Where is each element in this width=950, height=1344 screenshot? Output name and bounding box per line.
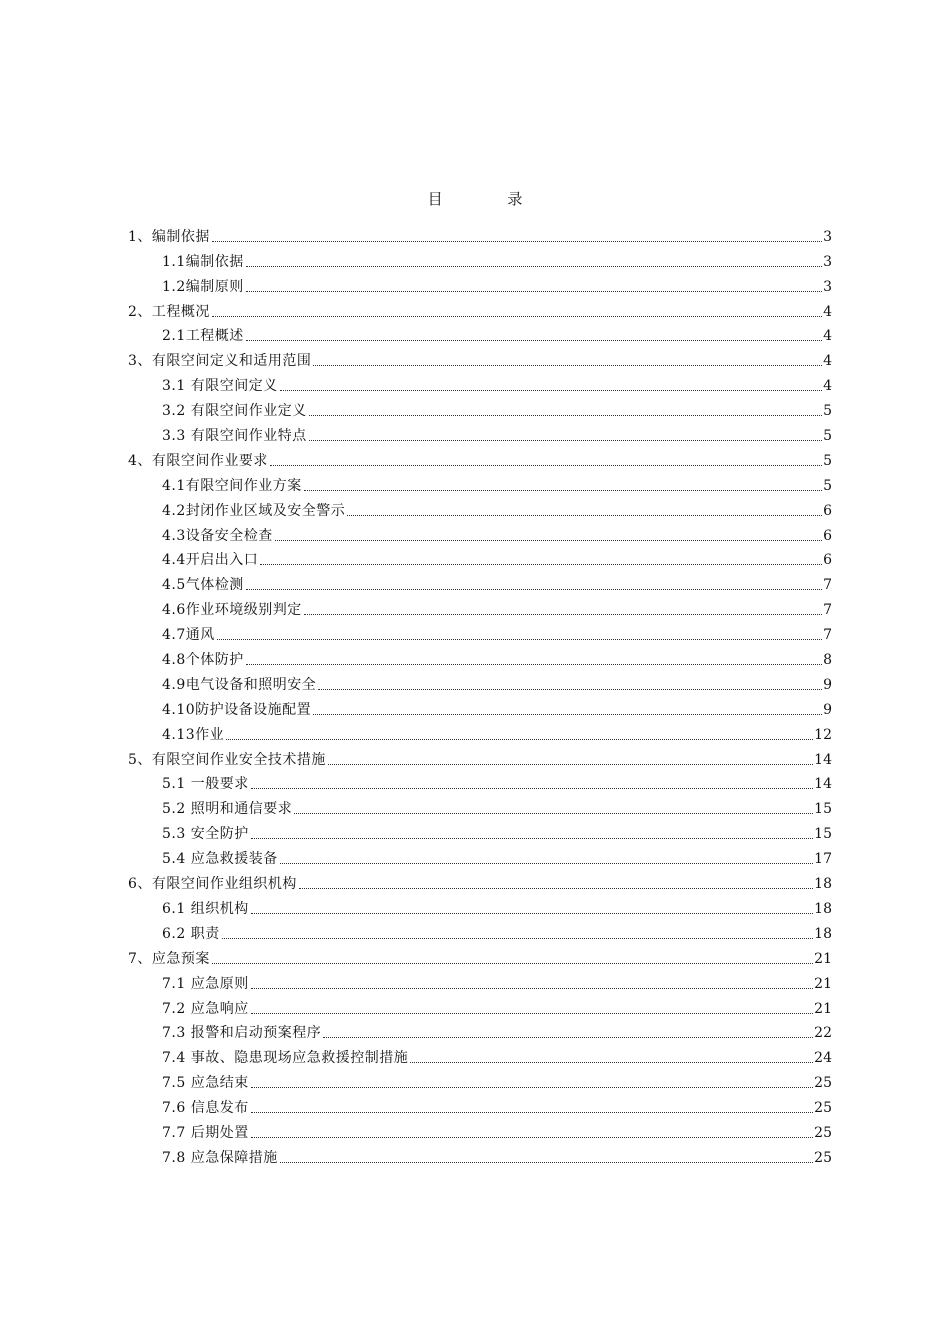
toc-entry-text: 5.1 一般要求 xyxy=(162,776,249,793)
toc-entry[interactable] xyxy=(128,893,832,918)
dot-leader xyxy=(226,738,813,740)
toc-page-number: 15 xyxy=(814,801,832,818)
dot-leader xyxy=(280,862,813,864)
dot-leader xyxy=(246,339,822,341)
dot-leader xyxy=(246,265,822,267)
toc-entry[interactable] xyxy=(128,694,832,719)
toc-page-number: 14 xyxy=(814,776,832,793)
toc-page-number: 22 xyxy=(814,1025,832,1042)
toc-entry-text: 5、有限空间作业安全技术措施 xyxy=(128,751,326,768)
toc-page-number: 21 xyxy=(814,975,832,992)
toc-entry-text: 5.3 安全防护 xyxy=(162,826,249,843)
toc-entry-text: 7.1 应急原则 xyxy=(162,975,249,992)
toc-entry[interactable] xyxy=(128,470,832,495)
toc-entry[interactable] xyxy=(128,296,832,321)
toc-page-number: 5 xyxy=(823,452,832,469)
dot-leader xyxy=(309,439,822,441)
toc-entry[interactable] xyxy=(128,271,832,296)
toc-page-number: 9 xyxy=(823,676,832,693)
toc-entry[interactable] xyxy=(128,993,832,1018)
toc-entry[interactable] xyxy=(128,619,832,644)
toc-entry[interactable] xyxy=(128,1018,832,1043)
toc-entry-text: 4.7通风 xyxy=(162,627,215,644)
dot-leader xyxy=(212,315,822,317)
toc-entry-text: 2、工程概况 xyxy=(128,303,210,320)
dot-leader xyxy=(323,1036,813,1038)
toc-entry[interactable] xyxy=(128,1042,832,1067)
toc-page-number: 5 xyxy=(823,403,832,420)
toc-page-number: 7 xyxy=(823,577,832,594)
dot-leader xyxy=(212,962,813,964)
toc-entry-text: 3、有限空间定义和适用范围 xyxy=(128,353,312,370)
toc-page-number: 6 xyxy=(823,527,832,544)
toc-page-number: 5 xyxy=(823,477,832,494)
dot-leader xyxy=(275,539,822,541)
toc-entry-text: 6.1 组织机构 xyxy=(162,900,249,917)
dot-leader xyxy=(251,1012,813,1014)
toc-entry[interactable] xyxy=(128,1142,832,1167)
dot-leader xyxy=(313,364,822,366)
dot-leader xyxy=(270,464,822,466)
dot-leader xyxy=(251,1111,813,1113)
toc-page-number: 12 xyxy=(814,726,832,743)
toc-entry-text: 6.2 职责 xyxy=(162,925,220,942)
toc-entry-text: 6、有限空间作业组织机构 xyxy=(128,876,297,893)
toc-entry-text: 4.8个体防护 xyxy=(162,652,244,669)
toc-page-number: 3 xyxy=(823,253,832,270)
dot-leader xyxy=(246,663,822,665)
toc-page-number: 4 xyxy=(823,378,832,395)
toc-page-number: 17 xyxy=(814,851,832,868)
toc-title: 目 录 xyxy=(427,190,553,208)
toc-page-number: 3 xyxy=(823,278,832,295)
toc-page-number: 3 xyxy=(823,228,832,245)
toc-entry[interactable] xyxy=(128,545,832,570)
dot-leader xyxy=(280,389,822,391)
toc-page-number: 15 xyxy=(814,826,832,843)
toc-entry-text: 4.2封闭作业区域及安全警示 xyxy=(162,502,346,519)
toc-entry[interactable] xyxy=(128,719,832,744)
toc-page-number: 21 xyxy=(814,950,832,967)
toc-entry[interactable] xyxy=(128,968,832,993)
toc-entry[interactable] xyxy=(128,769,832,794)
toc-entry-text: 4.10防护设备设施配置 xyxy=(162,701,312,718)
toc-entry-text: 5.2 照明和通信要求 xyxy=(162,801,293,818)
toc-entry[interactable] xyxy=(128,594,832,619)
dot-leader xyxy=(251,787,813,789)
toc-page-number: 14 xyxy=(814,751,832,768)
dot-leader xyxy=(217,638,822,640)
dot-leader xyxy=(251,1086,813,1088)
toc-entry-text: 4.4开启出入口 xyxy=(162,552,259,569)
toc-entry-text: 1.2编制原则 xyxy=(162,278,244,295)
toc-entry-text: 4.5气体检测 xyxy=(162,577,244,594)
toc-entry-text: 3.1 有限空间定义 xyxy=(162,378,278,395)
toc-entry[interactable] xyxy=(128,370,832,395)
table-of-contents xyxy=(128,221,832,1167)
toc-entry-text: 4.6作业环境级别判定 xyxy=(162,602,302,619)
toc-page-number: 8 xyxy=(823,652,832,669)
dot-leader xyxy=(410,1061,813,1063)
toc-entry-text: 7、应急预案 xyxy=(128,950,210,967)
toc-entry[interactable] xyxy=(128,818,832,843)
dot-leader xyxy=(299,887,813,889)
toc-entry-text: 1、编制依据 xyxy=(128,228,210,245)
toc-page-number: 18 xyxy=(814,925,832,942)
toc-entry-text: 3.3 有限空间作业特点 xyxy=(162,428,307,445)
dot-leader xyxy=(222,937,813,939)
toc-page-number: 25 xyxy=(814,1075,832,1092)
toc-entry[interactable] xyxy=(128,669,832,694)
dot-leader xyxy=(246,290,822,292)
toc-entry[interactable] xyxy=(128,918,832,943)
toc-entry[interactable] xyxy=(128,495,832,520)
dot-leader xyxy=(347,514,822,516)
dot-leader xyxy=(328,763,813,765)
toc-page-number: 24 xyxy=(814,1050,832,1067)
toc-entry[interactable] xyxy=(128,445,832,470)
toc-entry[interactable] xyxy=(128,843,832,868)
toc-entry[interactable] xyxy=(128,1067,832,1092)
toc-page-number: 7 xyxy=(823,627,832,644)
toc-entry-text: 7.4 事故、隐患现场应急救援控制措施 xyxy=(162,1050,409,1067)
toc-entry[interactable] xyxy=(128,520,832,545)
toc-page-number: 4 xyxy=(823,328,832,345)
toc-page-number: 5 xyxy=(823,428,832,445)
dot-leader xyxy=(251,837,813,839)
toc-page-number: 25 xyxy=(814,1124,832,1141)
toc-page-number: 9 xyxy=(823,701,832,718)
dot-leader xyxy=(294,812,813,814)
toc-entry-text: 7.2 应急响应 xyxy=(162,1000,249,1017)
toc-entry[interactable] xyxy=(128,644,832,669)
toc-entry[interactable] xyxy=(128,321,832,346)
dot-leader xyxy=(304,489,822,491)
toc-page-number: 18 xyxy=(814,900,832,917)
dot-leader xyxy=(309,414,822,416)
dot-leader xyxy=(212,240,822,242)
toc-entry-text: 4、有限空间作业要求 xyxy=(128,452,268,469)
dot-leader xyxy=(251,987,813,989)
toc-entry[interactable] xyxy=(128,221,832,246)
toc-entry[interactable] xyxy=(128,868,832,893)
toc-entry-text: 7.8 应急保障措施 xyxy=(162,1149,278,1166)
toc-page-number: 6 xyxy=(823,552,832,569)
dot-leader xyxy=(318,688,822,690)
dot-leader xyxy=(280,1161,813,1163)
dot-leader xyxy=(246,588,822,590)
dot-leader xyxy=(313,713,822,715)
toc-entry[interactable] xyxy=(128,1092,832,1117)
toc-entry[interactable] xyxy=(128,246,832,271)
dot-leader xyxy=(251,1136,813,1138)
toc-page-number: 25 xyxy=(814,1149,832,1166)
toc-entry-text: 4.1有限空间作业方案 xyxy=(162,477,302,494)
toc-entry[interactable] xyxy=(128,420,832,445)
toc-entry-text: 4.9电气设备和照明安全 xyxy=(162,676,317,693)
toc-page-number: 4 xyxy=(823,353,832,370)
toc-page-number: 25 xyxy=(814,1100,832,1117)
toc-page-number: 21 xyxy=(814,1000,832,1017)
toc-entry[interactable] xyxy=(128,345,832,370)
toc-entry[interactable] xyxy=(128,744,832,769)
dot-leader xyxy=(260,563,822,565)
toc-page-number: 6 xyxy=(823,502,832,519)
toc-entry-text: 7.5 应急结束 xyxy=(162,1075,249,1092)
toc-entry-text: 4.13作业 xyxy=(162,726,225,743)
toc-entry[interactable] xyxy=(128,569,832,594)
toc-entry-text: 1.1编制依据 xyxy=(162,253,244,270)
toc-entry-text: 2.1工程概述 xyxy=(162,328,244,345)
toc-entry-text: 3.2 有限空间作业定义 xyxy=(162,403,307,420)
toc-page-number: 7 xyxy=(823,602,832,619)
toc-entry[interactable] xyxy=(128,395,832,420)
toc-entry-text: 7.6 信息发布 xyxy=(162,1100,249,1117)
toc-entry[interactable] xyxy=(128,1117,832,1142)
toc-entry[interactable] xyxy=(128,793,832,818)
toc-entry-text: 7.7 后期处置 xyxy=(162,1124,249,1141)
toc-page-number: 4 xyxy=(823,303,832,320)
dot-leader xyxy=(251,912,813,914)
dot-leader xyxy=(304,613,822,615)
toc-entry-text: 7.3 报警和启动预案程序 xyxy=(162,1025,322,1042)
toc-entry-text: 4.3设备安全检查 xyxy=(162,527,273,544)
toc-entry-text: 5.4 应急救援装备 xyxy=(162,851,278,868)
toc-entry[interactable] xyxy=(128,943,832,968)
toc-page-number: 18 xyxy=(814,876,832,893)
